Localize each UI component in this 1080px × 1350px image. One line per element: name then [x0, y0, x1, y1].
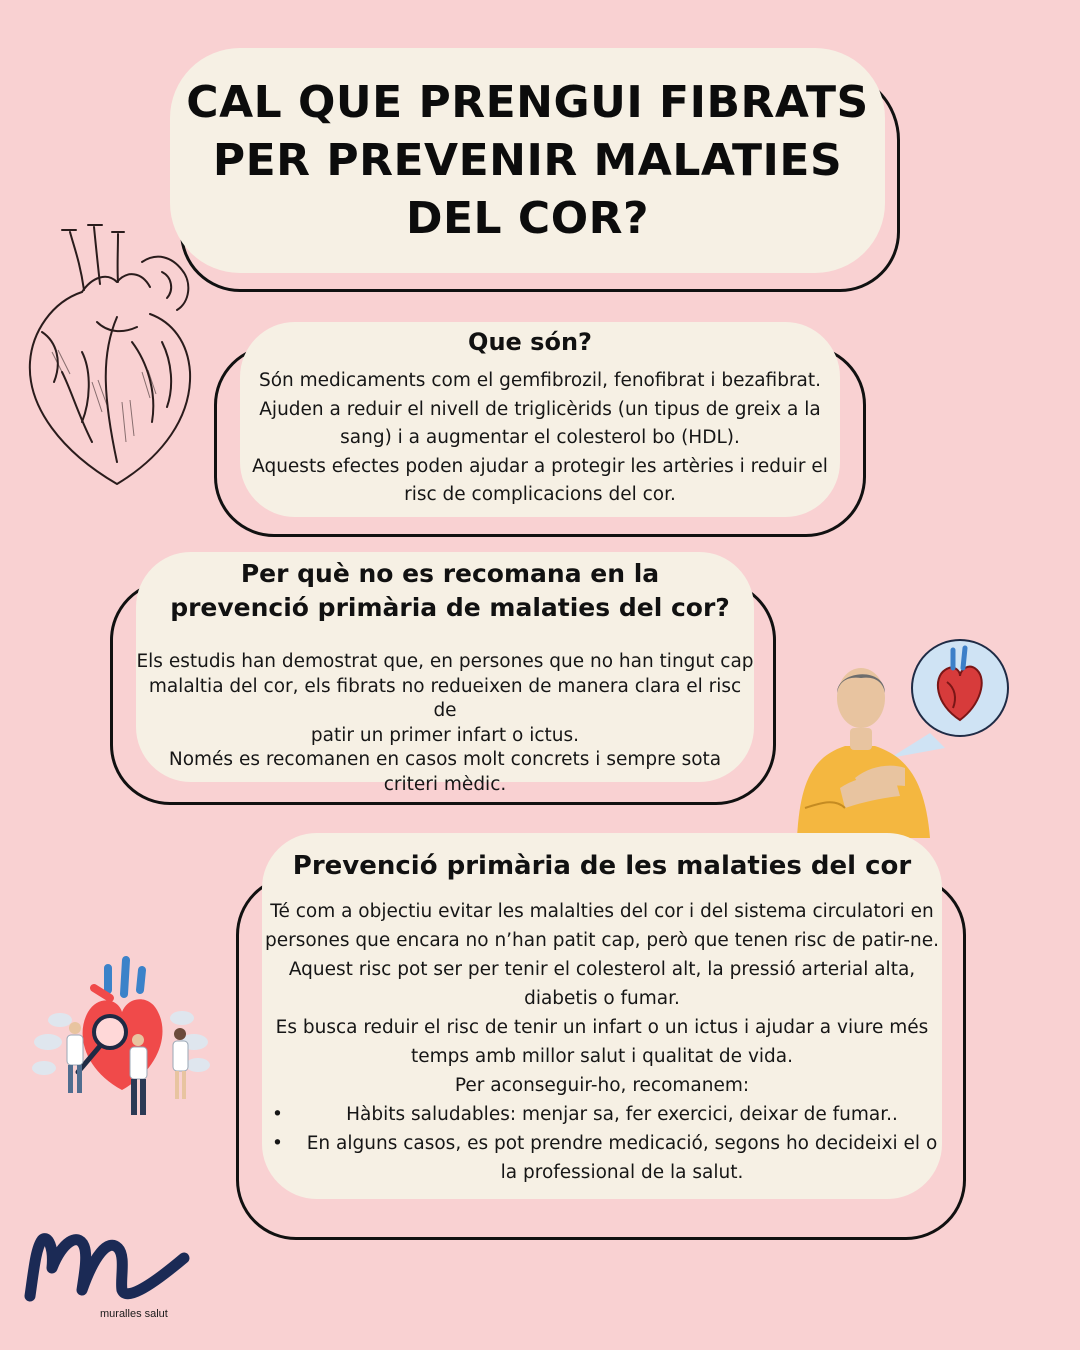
chest-pain-person-icon [795, 638, 1020, 838]
prevencio-line: Per aconseguir-ho, recomanem: [454, 1075, 750, 1096]
prevencio-line: Es busca reduir el risc de tenir un infart o un ictus i ajudar a viure més [275, 1017, 929, 1038]
per-que-heading [140, 557, 760, 625]
recommendations-list [262, 1100, 942, 1187]
que-son-line: Ajuden a reduir el nivell de triglicèrids (un tipus de greix a la [259, 398, 821, 420]
prevencio-line: Aquest risc pot ser per tenir el colesterol alt, la pressió arterial alta, [288, 959, 916, 980]
per-que-line: Els estudis han demostrat que, en persones que no han tingut cap [136, 651, 754, 672]
prevencio-heading: Prevenció primària de les malaties del cor [292, 851, 912, 881]
que-son-line: Són medicaments com el gemfibrozil, fenofibrat i bezafibrat. [258, 370, 822, 391]
prevencio-line: persones que encara no n’han patit cap, però que tenen risc de patir-ne. [265, 930, 939, 951]
prevencio-line: temps amb millor salut i qualitat de vida. [410, 1046, 793, 1067]
per-que-heading-line-2: prevenció primària de malaties del cor? [170, 593, 730, 622]
anatomical-heart-icon [22, 222, 208, 492]
que-son-text [240, 367, 840, 510]
per-que-heading-line-1: Per què no es recomana en la [240, 559, 660, 588]
per-que-text [136, 650, 754, 797]
que-son-line: risc de complicacions del cor. [404, 484, 676, 505]
list-item: • Hàbits saludables: menjar sa, fer exercici, deixar de fumar.. [262, 1100, 942, 1129]
title-box [170, 48, 885, 273]
doctors-heart-icon [30, 950, 215, 1120]
per-que-line: Només es recomanen en casos molt concrets i sempre sota [168, 749, 722, 770]
prevencio-line: Té com a objectiu evitar les malalties del cor i del sistema circulatori en [270, 901, 934, 922]
title-line-3: DEL COR? [405, 192, 650, 244]
list-item: • En alguns casos, es pot prendre medicació, segons ho decideixi el o la professional de la salut. [262, 1129, 942, 1187]
title-line-2: PER PREVENIR MALATIES [212, 134, 843, 186]
title-line-1: CAL QUE PRENGUI FIBRATS [186, 76, 869, 128]
per-que-line: malaltia del cor, els fibrats no redueixen de manera clara el risc de [148, 675, 742, 721]
per-que-line: patir un primer infart o ictus. [310, 724, 580, 746]
que-son-line: Aquests efectes poden ajudar a protegir les artèries i reduir el [252, 455, 828, 477]
per-que-line: criteri mèdic. [383, 773, 507, 795]
que-son-heading: Que són? [468, 328, 592, 356]
prevencio-text [262, 897, 942, 1187]
que-son-line: sang) i a augmentar el colesterol bo (HDL). [340, 427, 740, 448]
prevencio-line: diabetis o fumar. [524, 988, 680, 1009]
logo-caption: muralles salut [100, 1308, 168, 1320]
page-title [186, 74, 868, 248]
muralles-salut-logo [22, 1228, 192, 1308]
